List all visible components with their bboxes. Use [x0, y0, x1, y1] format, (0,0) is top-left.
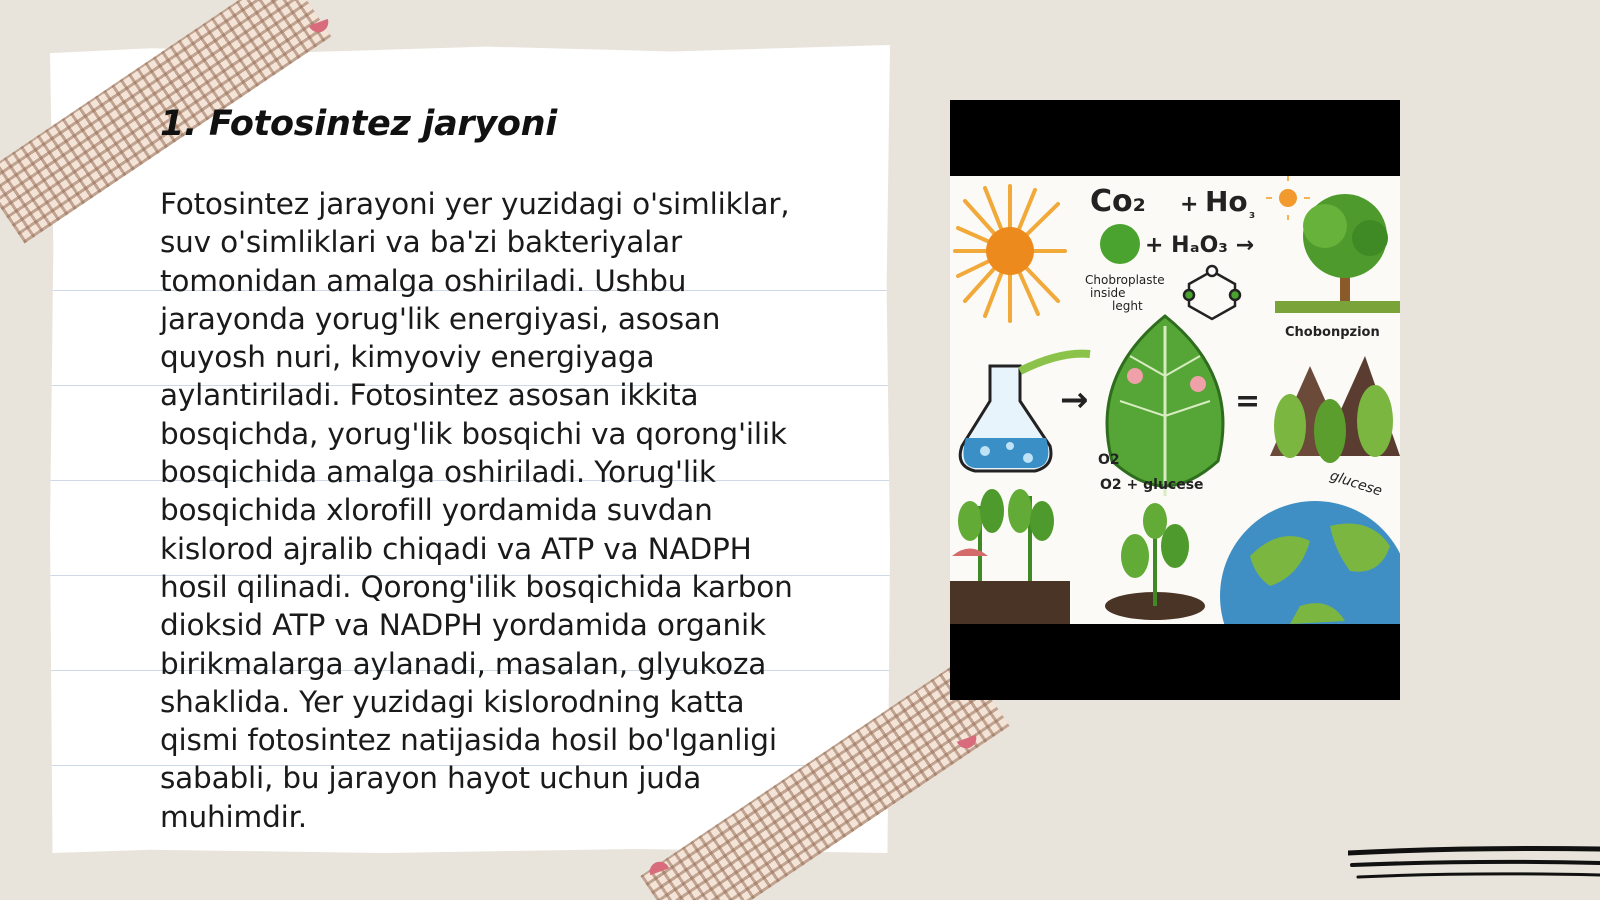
body-line: bosqichda, yorug'lik bosqichi va qorong'ilik: [160, 416, 787, 451]
illustration-svg: [950, 176, 1400, 624]
body-line: quyosh nuri, kimyoviy energiyaga: [160, 340, 655, 375]
body-line: birikmalarga aylanadi, masalan, glyukoza: [160, 646, 767, 681]
body-line: bosqichida xlorofill yordamida suvdan: [160, 493, 713, 528]
body-line: sababli, bu jarayon hayot uchun juda: [160, 761, 702, 796]
arrow-label: →: [1060, 380, 1089, 420]
ho-sub-label: ₃: [1249, 206, 1256, 222]
body-line: muhimdir.: [160, 799, 307, 834]
chloroplast-label-1: Chobroplaste: [1085, 273, 1165, 287]
glucese-label: glucese: [1327, 467, 1385, 500]
body-line: qismi fotosintez natijasida hosil bo'lganligi: [160, 723, 777, 758]
decorative-pen-strokes: [1348, 845, 1600, 885]
body-line: tomonidan amalga oshiriladi. Ushbu: [160, 263, 687, 298]
body-line: bosqichida amalga oshiriladi. Yorug'lik: [160, 455, 716, 490]
plus-label: +: [1180, 192, 1199, 217]
equals-label: =: [1235, 384, 1261, 419]
co2-label: Co₂: [1090, 184, 1146, 219]
chloroplast-label-2: inside: [1090, 286, 1126, 300]
slide-title: 1. Fotosintez jaryoni: [160, 104, 557, 144]
body-line: kislorod ajralib chiqadi va ATP va NADPH: [160, 531, 752, 566]
equation-label: + HₐO₃ →: [1145, 233, 1255, 258]
o2-label: O2: [1098, 452, 1120, 468]
body-line: suv o'simliklari va ba'zi bakteriyalar: [160, 225, 682, 260]
chobon-label: Chobonpzion: [1285, 325, 1380, 340]
body-line: shaklida. Yer yuzidagi kislorodning katta: [160, 684, 745, 719]
body-line: aylantiriladi. Fotosintez asosan ikkita: [160, 378, 699, 413]
body-line: hosil qilinadi. Qorong'ilik bosqichida karbon: [160, 569, 793, 604]
chloroplast-ball-icon: [1100, 224, 1140, 264]
o2-glucose-label: O2 + glucese: [1100, 477, 1204, 493]
body-line: jarayonda yorug'lik energiyasi, asosan: [160, 301, 721, 336]
body-line: Fotosintez jarayoni yer yuzidagi o'simliklar,: [160, 187, 790, 221]
slide-body: [160, 185, 840, 836]
ho-label: Ho: [1205, 185, 1248, 218]
photosynthesis-illustration: [950, 100, 1400, 700]
chloroplast-label-3: leght: [1112, 299, 1143, 313]
body-line: dioksid ATP va NADPH yordamida organik: [160, 608, 766, 643]
